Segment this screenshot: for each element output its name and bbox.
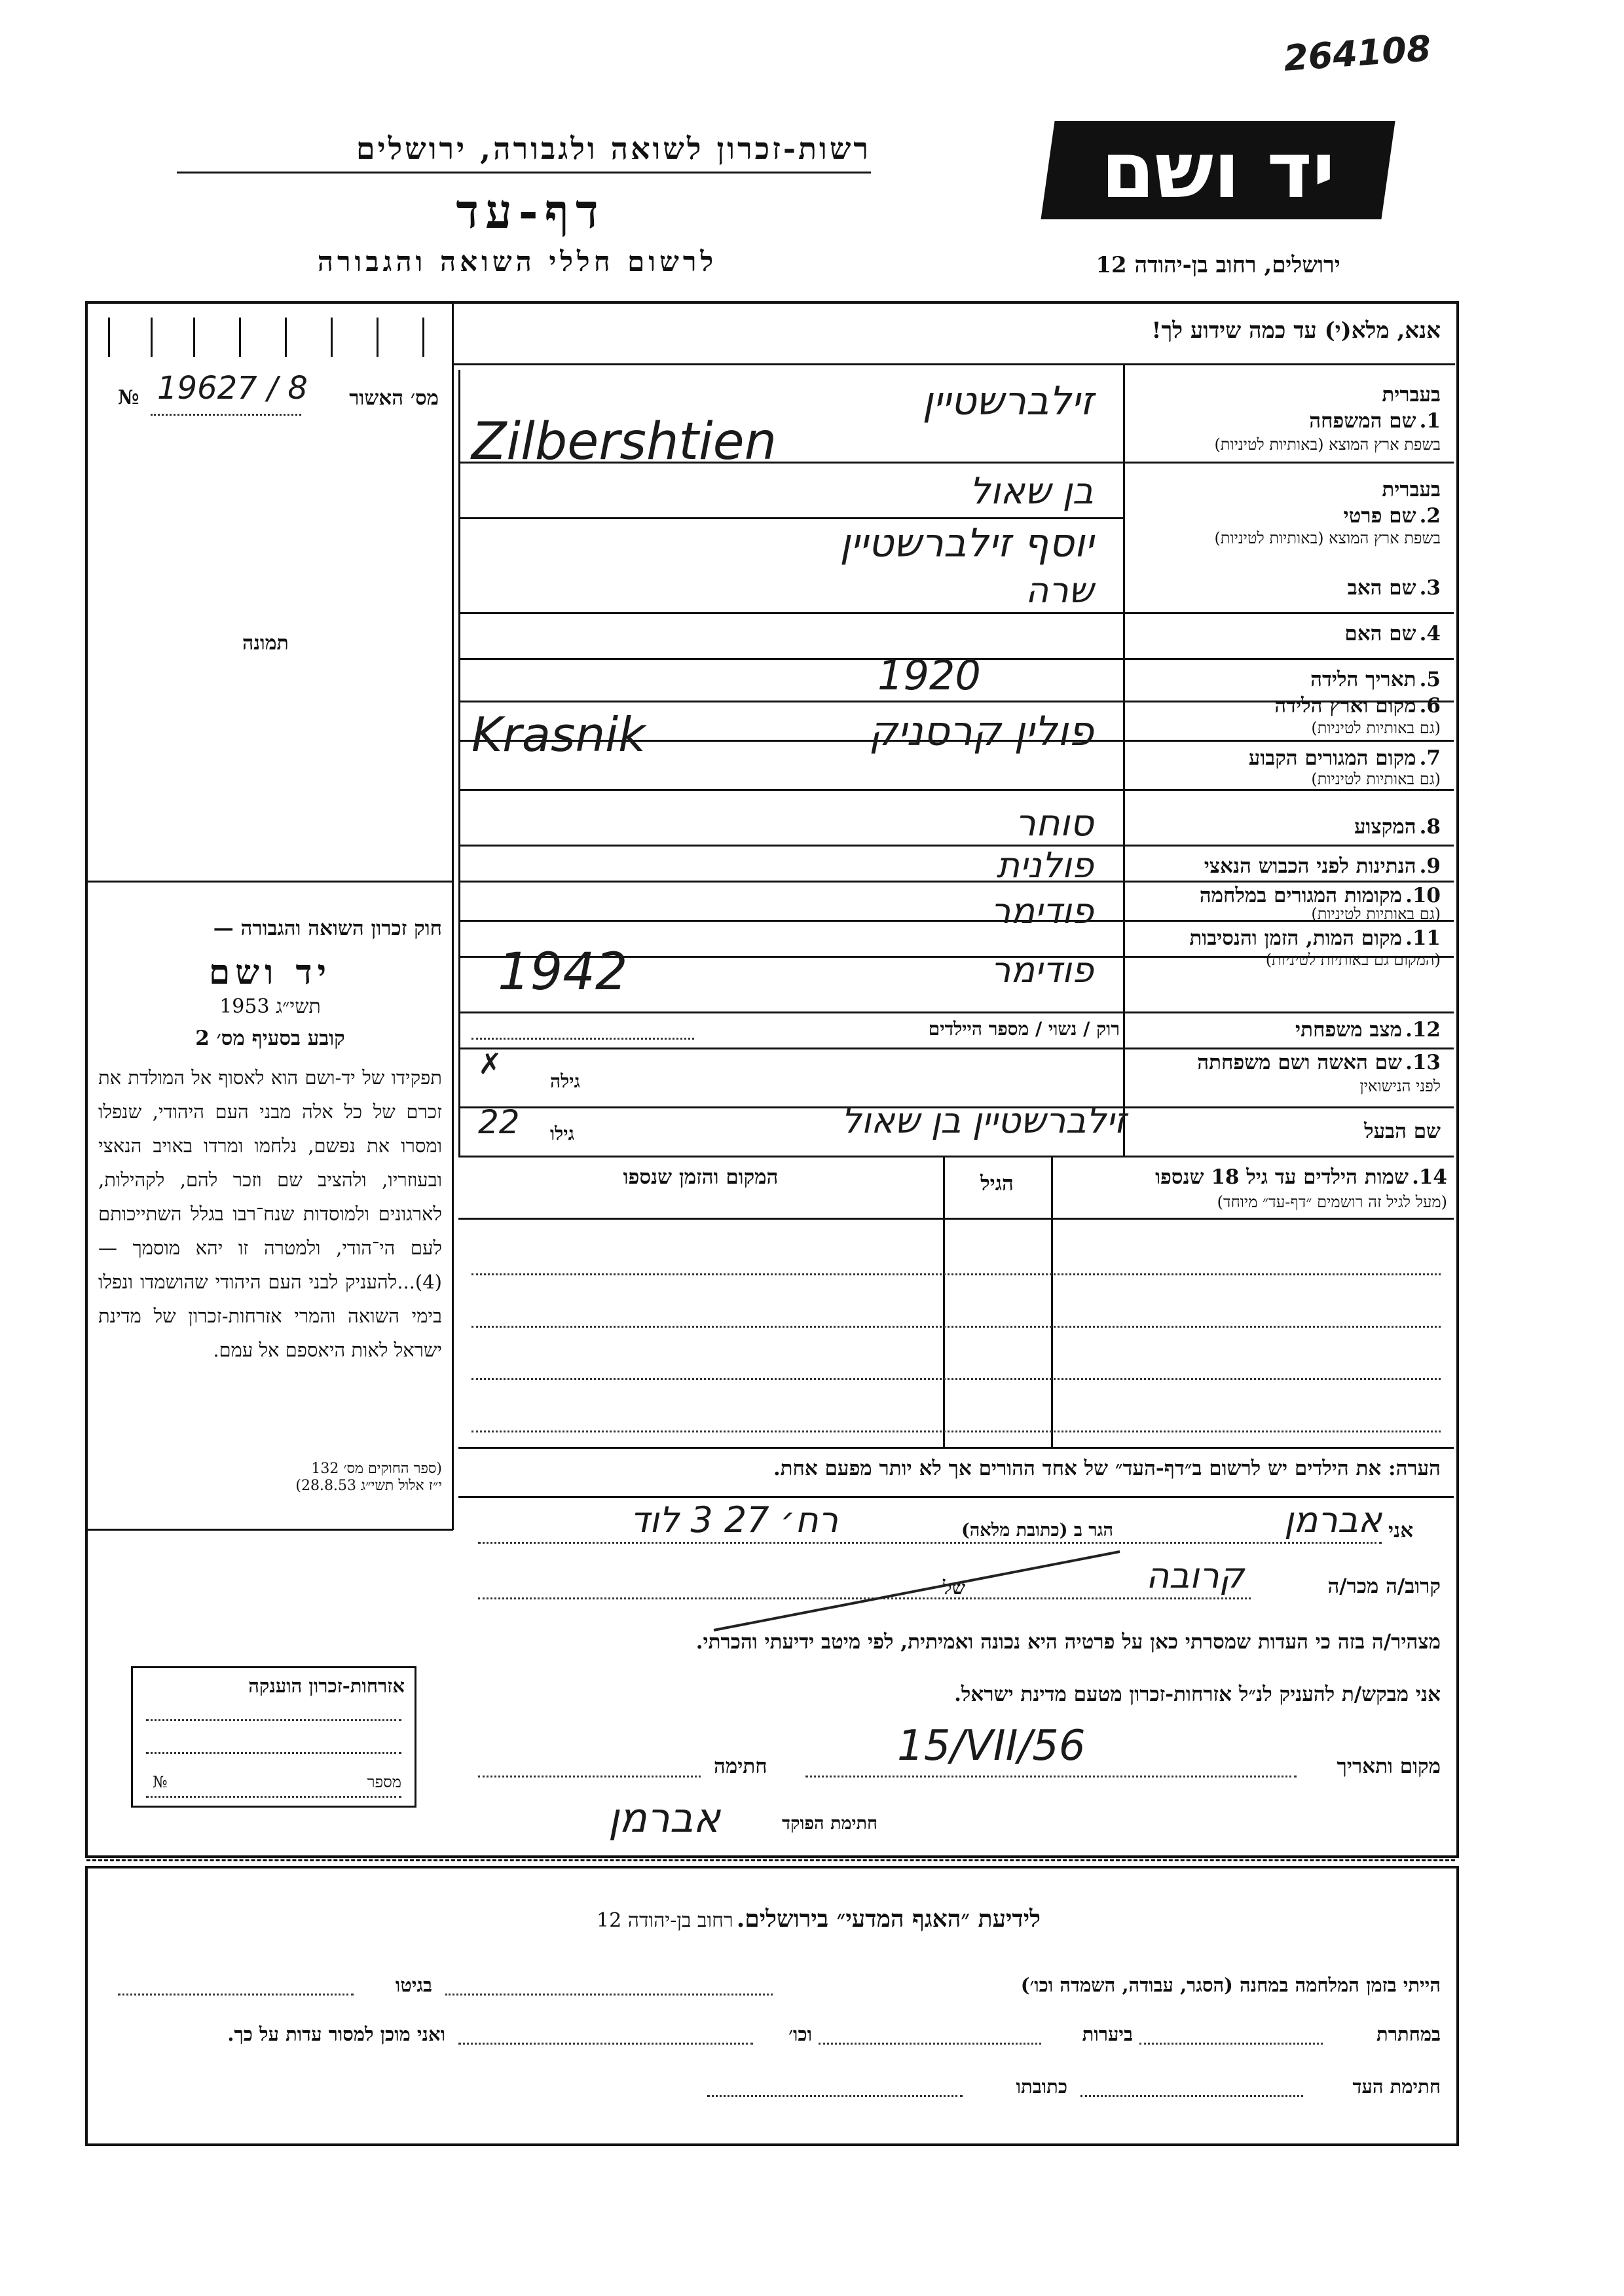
authority-name: רשות-זכרון לשואה ולגבורה, ירושלים	[356, 131, 871, 166]
logo-text: יד ושם	[1101, 125, 1335, 215]
field-2-lang: בעברית	[1382, 478, 1441, 501]
signature-label: חתימה	[714, 1755, 767, 1778]
children-age-header: הגיל	[980, 1172, 1014, 1195]
children-bottom-line	[458, 1447, 1454, 1449]
children-label: 14. שמות הילדים עד גיל 18 שנספו	[1155, 1165, 1447, 1189]
archive-number: 264108	[1282, 27, 1433, 79]
footer-underground-label: במחתרת	[1376, 2023, 1441, 2045]
footer-forests-dots[interactable]	[819, 2043, 1041, 2045]
intro-text: אנא, מלא(י) עד כמה שידוע לך!	[1151, 318, 1441, 344]
footer-address-dots[interactable]	[707, 2095, 963, 2097]
footer-etc-label: וכו׳	[788, 2023, 812, 2045]
citizenship-value[interactable]: פולנית	[996, 845, 1094, 886]
law-reference: (ספר החוקים מס׳ 132 י״ז אלול תשי״ג 28.8.53)	[295, 1461, 442, 1494]
wife-age-mark[interactable]: ✗	[478, 1048, 502, 1081]
footer-willing-text: ואני מוכן למסור עדות על כך.	[227, 2023, 445, 2045]
children-row-1[interactable]	[471, 1273, 1441, 1275]
photo-label: תמונה	[242, 632, 289, 655]
field-13-label: 13. שם האשה ושם משפחתה	[1197, 1051, 1441, 1074]
field-3-label: 3. שם האב	[1347, 576, 1441, 600]
children-col-divider-1	[943, 1156, 945, 1447]
husband-age-label: גילו	[550, 1123, 574, 1144]
law-year: תשי״ג 1953	[219, 995, 321, 1018]
surname-hebrew-value[interactable]: זילברשטיין	[922, 378, 1094, 424]
field-12-label: 12. מצב משפחתי	[1295, 1018, 1441, 1042]
children-row-4[interactable]	[471, 1430, 1441, 1432]
relation-of-label: של	[943, 1576, 966, 1599]
footer-etc-dots[interactable]	[458, 2043, 753, 2045]
profession-value[interactable]: סוחר	[1015, 802, 1094, 845]
law-bottom-line	[86, 1529, 453, 1531]
field-11-sublabel: (המקום גם באותיות לטיניות)	[1265, 951, 1441, 969]
footer-camp-dots[interactable]	[445, 1994, 773, 1995]
field-6-sublabel: (גם באותיות לטיניות)	[1311, 719, 1441, 737]
field-4-label: 4. שם האם	[1344, 622, 1441, 646]
field-7-sublabel: (גם באותיות לטיניות)	[1311, 770, 1441, 788]
declarant-label: אני	[1388, 1519, 1414, 1542]
strike-line	[707, 1545, 1126, 1637]
field-2-label: 2. שם פרטי	[1343, 504, 1441, 528]
death-year-value[interactable]: 1942	[498, 943, 628, 1002]
memorial-box-no-mark: №	[153, 1773, 168, 1791]
law-org: יד ושם	[208, 953, 332, 993]
mother-name-value[interactable]: שרה	[1025, 570, 1094, 611]
note-bottom-line	[458, 1496, 1454, 1498]
law-body: תפקידו של יד-ושם הוא לאסוף אל המולדת את זכרם של כל אלה מבני העם היהודי, שנפלו ומסרו את נפשם, נלחמו ומרדו באויב הנאצי ובעוזריו, ולהציב שם וזכר להם, לקהילות, לארגונים ולמוסדות שנח־רבו בגלל השתייכותם לעם הי־הודי, ולמטרה זו יהא מוסמך — (4)...להעניק לבני העם היהודי שהושמדו ונפלו בימי השואה והמרי אזרחות-זכרון של מדינת ישראל לאות היאספם אל עמם.	[98, 1066, 442, 1361]
field-13-sublabel: לפני הנישואין	[1359, 1077, 1441, 1095]
children-col-divider-2	[1051, 1156, 1053, 1447]
approval-no-mark: №	[118, 386, 139, 409]
memorial-box-number-label: מספר	[367, 1773, 401, 1791]
field-1-label: 1. שם המשפחה	[1309, 409, 1441, 433]
marital-dots	[471, 1038, 694, 1040]
footer-title-line: לידיעת ״האגף המדעי״ בירושלים. רחוב בן-יהודה 12	[597, 1905, 1041, 1933]
footer-forests-label: ביערות	[1082, 2023, 1133, 2045]
footer-witness-signature-dots[interactable]	[1080, 2095, 1303, 2097]
footer-camp-label: הייתי בזמן המלחמה במחנה (הסגר, עבודה, השמדה וכו׳)	[1020, 1974, 1441, 1996]
field-11-label: 11. מקום המות, הזמן והנסיבות	[1189, 926, 1441, 950]
birth-place-value[interactable]: פולין קרסניק	[868, 707, 1094, 755]
children-place-header: המקום והזמן שנספו	[623, 1165, 779, 1189]
footer-witness-signature-label: חתימת העד	[1352, 2075, 1441, 2098]
yad-vashem-logo	[1041, 121, 1395, 219]
header-underline	[177, 172, 871, 173]
field-1-lang: בעברית	[1382, 383, 1441, 407]
husband-label: שם הבעל	[1364, 1120, 1441, 1143]
signature-dots[interactable]	[478, 1776, 701, 1777]
birth-place-latin-value[interactable]: Krasnik	[471, 707, 646, 762]
footer-ghetto-dots[interactable]	[118, 1994, 354, 1995]
declaration-request: אני מבקש/ת להעניק לנ״ל אזרחות-זכרון מטעם מדינת ישראל.	[954, 1683, 1441, 1706]
field-10-label: 10. מקומות המגורים במלחמה	[1199, 884, 1441, 907]
left-column-divider	[452, 302, 454, 1530]
marital-status-options: רוק / נשוי / מספר היילדים	[928, 1018, 1120, 1040]
field-2-sublabel: בשפת ארץ המוצא (באותיות לטיניות)	[1214, 529, 1441, 547]
relation-value[interactable]: קרובה	[1145, 1555, 1244, 1596]
children-row-3[interactable]	[471, 1378, 1441, 1380]
place-date-dots	[805, 1776, 1297, 1777]
father-name-value[interactable]: יוסף זילברשטיין	[840, 520, 1094, 566]
header-address: ירושלים, רחוב בן-יהודה 12	[1096, 252, 1340, 278]
death-place-value[interactable]: פודימר	[990, 949, 1094, 991]
intro-separator	[452, 363, 1455, 365]
wife-age-label: גילה	[550, 1070, 580, 1092]
surname-latin-value[interactable]: Zilbershtien	[471, 412, 777, 471]
law-section: קובע בסעיף מס׳ 2	[195, 1027, 345, 1050]
place-date-label: מקום ותאריך	[1337, 1755, 1441, 1778]
relation-label: קרוב/ה מכר/ה	[1327, 1575, 1441, 1598]
wartime-residence-value[interactable]: פודימר	[990, 890, 1094, 932]
form-subtitle: לרשום חללי השואה והגבורה	[317, 246, 718, 278]
footer-address-label: כתובתו	[1016, 2075, 1067, 2098]
children-header-line	[458, 1218, 1454, 1220]
field-6-label: 6. מקום וארץ הלידה	[1274, 694, 1441, 718]
law-top-line	[86, 881, 453, 883]
footer-underground-dots[interactable]	[1139, 2043, 1323, 2045]
field-8-label: 8. המקצוע	[1354, 815, 1441, 839]
declaration-statement: מצהיר/ה בזה כי העדות שמסרתי כאן על פרטיה היא נכונה ואמיתית, לפי מיטב ידיעתי והכרתי.	[695, 1630, 1441, 1654]
approval-dots	[151, 414, 301, 416]
children-note: הערה: את הילדים יש לרשום ב״דף-העד״ של אחד ההורים אך לא יותר מפעם אחת.	[773, 1457, 1441, 1480]
husband-age-value[interactable]: 22	[478, 1103, 520, 1141]
children-row-2[interactable]	[471, 1326, 1441, 1328]
footer-separator	[86, 1859, 1455, 1861]
label-column-divider	[1123, 363, 1125, 1156]
birth-date-value[interactable]: 1920	[877, 651, 981, 699]
value-column-border	[458, 370, 460, 1156]
children-sublabel: (מעל לגיל זה רושמים ״דף-עד״ מיוחד)	[1217, 1193, 1447, 1211]
officer-label: חתימת הפוקד	[782, 1813, 877, 1834]
field-9-label: 9. הנתינות לפני הכבוש הנאצי	[1204, 854, 1441, 878]
form-title: דף-עד	[456, 183, 605, 239]
place-date-value[interactable]: 15/VII/56	[897, 1722, 1086, 1770]
law-title: חוק זכרון השואה והגבורה —	[213, 917, 442, 940]
field-7-label: 7. מקום המגורים הקבוע	[1248, 746, 1441, 770]
officer-signature[interactable]: אברמן	[608, 1794, 720, 1842]
declarant-line-dots	[478, 1542, 1382, 1544]
declarant-address[interactable]: רח׳ 27 3 לוד	[630, 1499, 838, 1540]
field-10-sublabel: (גם באותיות לטיניות)	[1311, 905, 1441, 923]
husband-name-value[interactable]: זילברשטיין בן שאול	[841, 1100, 1126, 1141]
first-name-value[interactable]: בן שאול	[969, 470, 1094, 513]
field-1-sublabel: בשפת ארץ המוצא (באותיות לטיניות)	[1214, 435, 1441, 454]
footer-ghetto-label: בגיטו	[395, 1974, 432, 1996]
approval-label: מס׳ האשור	[349, 386, 439, 410]
field-5-label: 5. תאריך הלידה	[1310, 668, 1441, 691]
address-label: הגר ב (כתובת מלאה)	[961, 1520, 1113, 1540]
memorial-box-title: אזרחות-זכרון הוענקה	[248, 1675, 405, 1697]
declarant-name[interactable]: אברמן	[1283, 1499, 1382, 1540]
approval-number[interactable]: 19627 / 8	[157, 370, 308, 407]
memorial-citizenship-box	[131, 1666, 416, 1808]
ruler-ticks	[88, 304, 442, 357]
